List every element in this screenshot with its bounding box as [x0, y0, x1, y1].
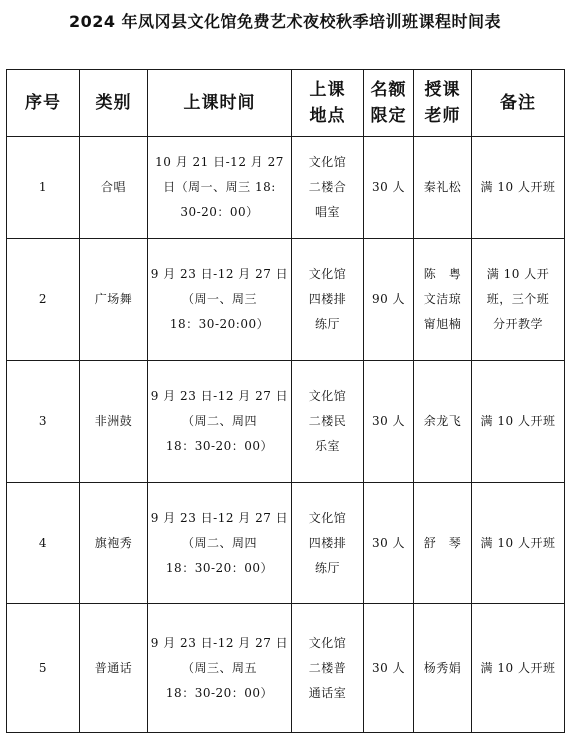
cell-teacher-line: 甯旭楠	[423, 317, 462, 331]
cell-teacher-line: 余龙飞	[423, 414, 462, 428]
cell-time-line: 18：30-20:00）	[169, 317, 270, 331]
cell-note-line: 满 10 人开班	[480, 414, 556, 428]
cell-no	[7, 483, 80, 604]
cell-no	[7, 604, 80, 733]
cell-time-line: 18：30-20：00）	[165, 439, 274, 453]
header-time-label: 上课时间	[183, 93, 256, 113]
cell-limit	[364, 483, 414, 604]
header-row	[7, 70, 565, 137]
cell-time	[148, 483, 292, 604]
cell-place	[292, 483, 364, 604]
cell-place-line: 文化馆	[308, 510, 347, 525]
cell-place-line: 文化馆	[308, 635, 347, 650]
cell-teacher-line: 陈 粤	[423, 267, 462, 281]
cell-place-line: 通话室	[308, 685, 347, 700]
table-row	[7, 483, 565, 604]
cell-category-text: 旗袍秀	[94, 535, 133, 550]
cell-note	[472, 361, 565, 483]
cell-category-text: 合唱	[100, 180, 126, 194]
header-note	[472, 70, 565, 137]
cell-note	[472, 137, 565, 239]
cell-place-line: 二楼民	[308, 414, 347, 428]
cell-time-line: 9 月 23 日-12 月 27 日	[150, 635, 289, 650]
cell-time-line: 18：30-20：00）	[165, 560, 274, 575]
cell-category	[80, 137, 148, 239]
cell-limit-text: 90 人	[371, 292, 406, 306]
cell-time-line: 日（周一、周三 18:	[163, 180, 276, 194]
header-teacher-line2: 老师	[424, 106, 461, 126]
cell-note	[472, 604, 565, 733]
header-limit	[364, 70, 414, 137]
header-no	[7, 70, 80, 137]
cell-teacher	[414, 361, 472, 483]
cell-category-text: 广场舞	[94, 292, 133, 306]
cell-place-line: 文化馆	[308, 155, 347, 169]
header-limit-line1: 名额	[370, 80, 407, 100]
header-teacher-line1: 授课	[424, 80, 461, 100]
cell-category	[80, 361, 148, 483]
cell-no-text: 3	[38, 414, 48, 428]
header-category-label: 类别	[95, 93, 132, 113]
cell-teacher-line: 舒 琴	[423, 535, 462, 550]
header-category	[80, 70, 148, 137]
cell-no	[7, 239, 80, 361]
cell-time-line: 10 月 21 日-12 月 27	[155, 155, 284, 169]
cell-no-text: 2	[38, 292, 48, 306]
header-time	[148, 70, 292, 137]
cell-place-line: 乐室	[314, 439, 340, 453]
cell-note-line: 满 10 人开	[486, 267, 550, 281]
cell-place	[292, 239, 364, 361]
cell-place	[292, 137, 364, 239]
cell-time-line: （周二、周四	[181, 535, 257, 550]
table-row	[7, 239, 565, 361]
cell-note-line: 满 10 人开班	[480, 535, 556, 550]
document-title: 2024 年凤冈县文化馆免费艺术夜校秋季培训班课程时间表	[68, 12, 502, 31]
cell-category-text: 非洲鼓	[94, 414, 133, 428]
header-note-label: 备注	[500, 93, 536, 113]
cell-time-line: （周二、周四	[181, 414, 257, 428]
cell-note-line: 满 10 人开班	[480, 660, 556, 675]
cell-no	[7, 361, 80, 483]
cell-category-text: 普通话	[94, 660, 133, 675]
header-place	[292, 70, 364, 137]
cell-teacher-line: 文洁琼	[423, 292, 462, 306]
cell-time-line: 9 月 23 日-12 月 27 日	[150, 510, 289, 525]
cell-limit	[364, 604, 414, 733]
cell-time-line: 30-20：00）	[180, 205, 259, 219]
header-limit-line2: 限定	[370, 106, 407, 126]
cell-time-line: （周一、周三	[181, 292, 257, 306]
cell-place	[292, 361, 364, 483]
cell-no-text: 1	[38, 180, 48, 194]
cell-note	[472, 483, 565, 604]
cell-time-line: 9 月 23 日-12 月 27 日	[150, 389, 289, 403]
cell-place-line: 四楼排	[308, 535, 347, 550]
cell-place-line: 练厅	[314, 560, 340, 575]
table-row	[7, 137, 565, 239]
cell-limit	[364, 137, 414, 239]
cell-place	[292, 604, 364, 733]
cell-note-line: 班，三个班	[486, 292, 550, 306]
cell-teacher-line: 杨秀娟	[423, 660, 462, 675]
cell-teacher	[414, 483, 472, 604]
header-place-line2: 地点	[309, 106, 346, 126]
cell-teacher	[414, 604, 472, 733]
cell-place-line: 文化馆	[308, 389, 347, 403]
header-no-label: 序号	[25, 93, 61, 113]
cell-no-text: 5	[38, 660, 48, 675]
course-schedule-table	[6, 69, 565, 733]
cell-note-line: 分开教学	[492, 317, 543, 331]
cell-note	[472, 239, 565, 361]
cell-category	[80, 483, 148, 604]
cell-time	[148, 239, 292, 361]
cell-time-line: 9 月 23 日-12 月 27 日	[150, 267, 289, 281]
cell-limit-text: 30 人	[371, 414, 406, 428]
cell-limit-text: 30 人	[371, 660, 406, 675]
table-row	[7, 361, 565, 483]
cell-time	[148, 604, 292, 733]
cell-limit	[364, 239, 414, 361]
cell-note-line: 满 10 人开班	[480, 180, 556, 194]
cell-teacher	[414, 239, 472, 361]
cell-no	[7, 137, 80, 239]
cell-time	[148, 361, 292, 483]
cell-time-line: （周三、周五	[181, 660, 257, 675]
table-row	[7, 604, 565, 733]
cell-place-line: 文化馆	[308, 267, 347, 281]
cell-no-text: 4	[38, 535, 48, 550]
cell-limit-text: 30 人	[371, 180, 406, 194]
cell-category	[80, 239, 148, 361]
header-teacher	[414, 70, 472, 137]
cell-teacher-line: 秦礼松	[423, 180, 462, 194]
cell-time	[148, 137, 292, 239]
cell-place-line: 二楼普	[308, 660, 347, 675]
cell-time-line: 18：30-20：00）	[165, 685, 274, 700]
cell-place-line: 四楼排	[308, 292, 347, 306]
cell-limit-text: 30 人	[371, 535, 406, 550]
cell-limit	[364, 361, 414, 483]
cell-teacher	[414, 137, 472, 239]
cell-category	[80, 604, 148, 733]
cell-place-line: 练厅	[314, 317, 340, 331]
header-place-line1: 上课	[309, 80, 346, 100]
cell-place-line: 二楼合	[308, 180, 347, 194]
cell-place-line: 唱室	[314, 205, 340, 219]
